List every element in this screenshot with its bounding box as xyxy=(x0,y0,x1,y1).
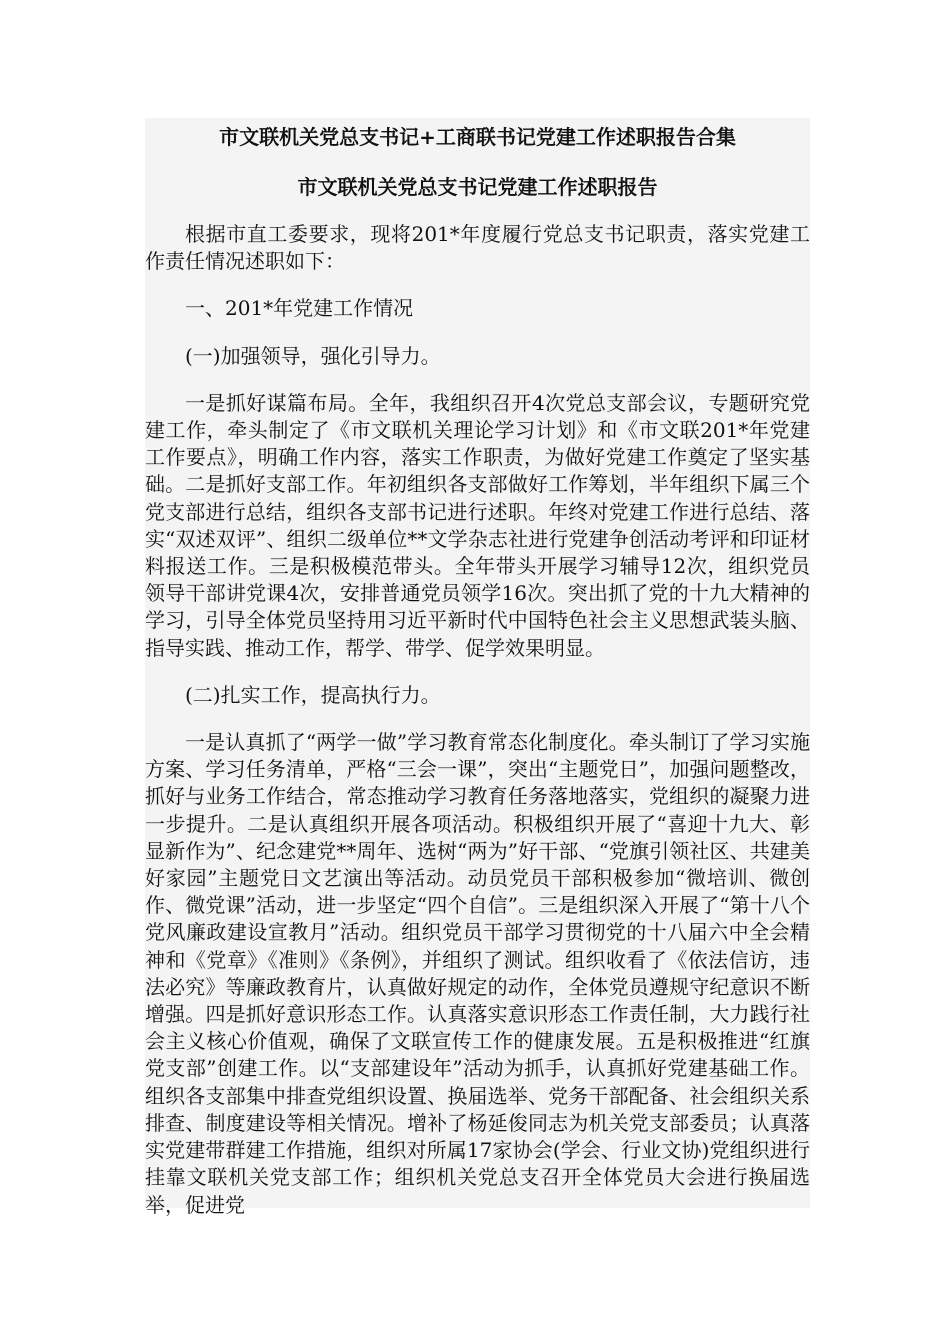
document-title: 市文联机关党总支书记+工商联书记党建工作述职报告合集 xyxy=(219,125,736,149)
subsection-heading-2: (二)扎实工作，提高执行力。 xyxy=(185,682,441,707)
intro-paragraph: 根据市直工委要求，现将201*年度履行党总支书记职责，落实党建工作责任情况述职如下： xyxy=(145,222,810,274)
report-title: 市文联机关党总支书记党建工作述职报告 xyxy=(297,175,658,199)
subsection-body-2: 一是认真抓了“两学一做”学习教育常态化制度化。牵头制订了学习实施方案、学习任务清单，严格“三会一课”，突出“主题党日”，加强问题整改，抓好与业务工作结合，常态推动学习教育任务落地落实，党组织的凝聚力进一步提升。二是认真组织开展各项活动。积极组织开展了“喜迎十九大、彰显新作为”、纪念建党**周年、选树“两为”好干部、“党旗引领社区、共建美好家园”主题党日文艺演出等活动。动员党员干部积极参加“微培训、微创作、微党课”活动，进一步坚定“四个自信”。三是组织深入开展了“第十八个党风廉政建设宣教月”活动。组织党员干部学习贯彻党的十八届六中全会精神和《党章》《准则》《条例》，并组织了测试。组织收看了《依法信访，违法必究》等廉政教育片，认真做好规定的动作，全体党员遵规守纪意识不断增强。四是抓好意识形态工作。认真落实意识形态工作责任制，大力践行社会主义核心价值观，确保了文联宣传工作的健康发展。五是积极推进“红旗党支部”创建工作。以“支部建设年”活动为抓手，认真抓好党建基础工作。组织各支部集中排查党组织设置、换届选举、党务干部配备、社会组织关系排查、制度建设等相关情况。增补了杨延俊同志为机关党支部委员；认真落实党建带群建工作措施，组织对所属17家协会(学会、行业文协)党组织进行挂靠文联机关党支部工作；组织机关党总支召开全体党员大会进行换届选举，促进党 xyxy=(145,730,810,1217)
subsection-body-1: 一是抓好谋篇布局。全年，我组织召开4次党总支部会议，专题研究党建工作，牵头制定了《市文联机关理论学习计划》和《市文联201*年党建工作要点》，明确工作内容，落实工作职责，为做好党建工作奠定了坚实基础。二是抓好支部工作。年初组织各支部做好工作筹划，半年组织下属三个党支部进行总结，组织各支部书记进行述职。年终对党建工作进行总结、落实“双述双评”、组织二级单位**文学杂志社进行党建争创活动考评和印证材料报送工作。三是积极模范带头。全年带头开展学习辅导12次，组织党员领导干部讲党课4次，安排普通党员领学16次。突出抓了党的十九大精神的学习，引导全体党员坚持用习近平新时代中国特色社会主义思想武装头脑、指导实践、推动工作，帮学、带学、促学效果明显。 xyxy=(145,390,810,660)
document-body xyxy=(145,118,810,1219)
section-heading-1: 一、201*年党建工作情况 xyxy=(185,296,414,321)
subsection-heading-1: (一)加强领导，强化引导力。 xyxy=(185,343,441,368)
